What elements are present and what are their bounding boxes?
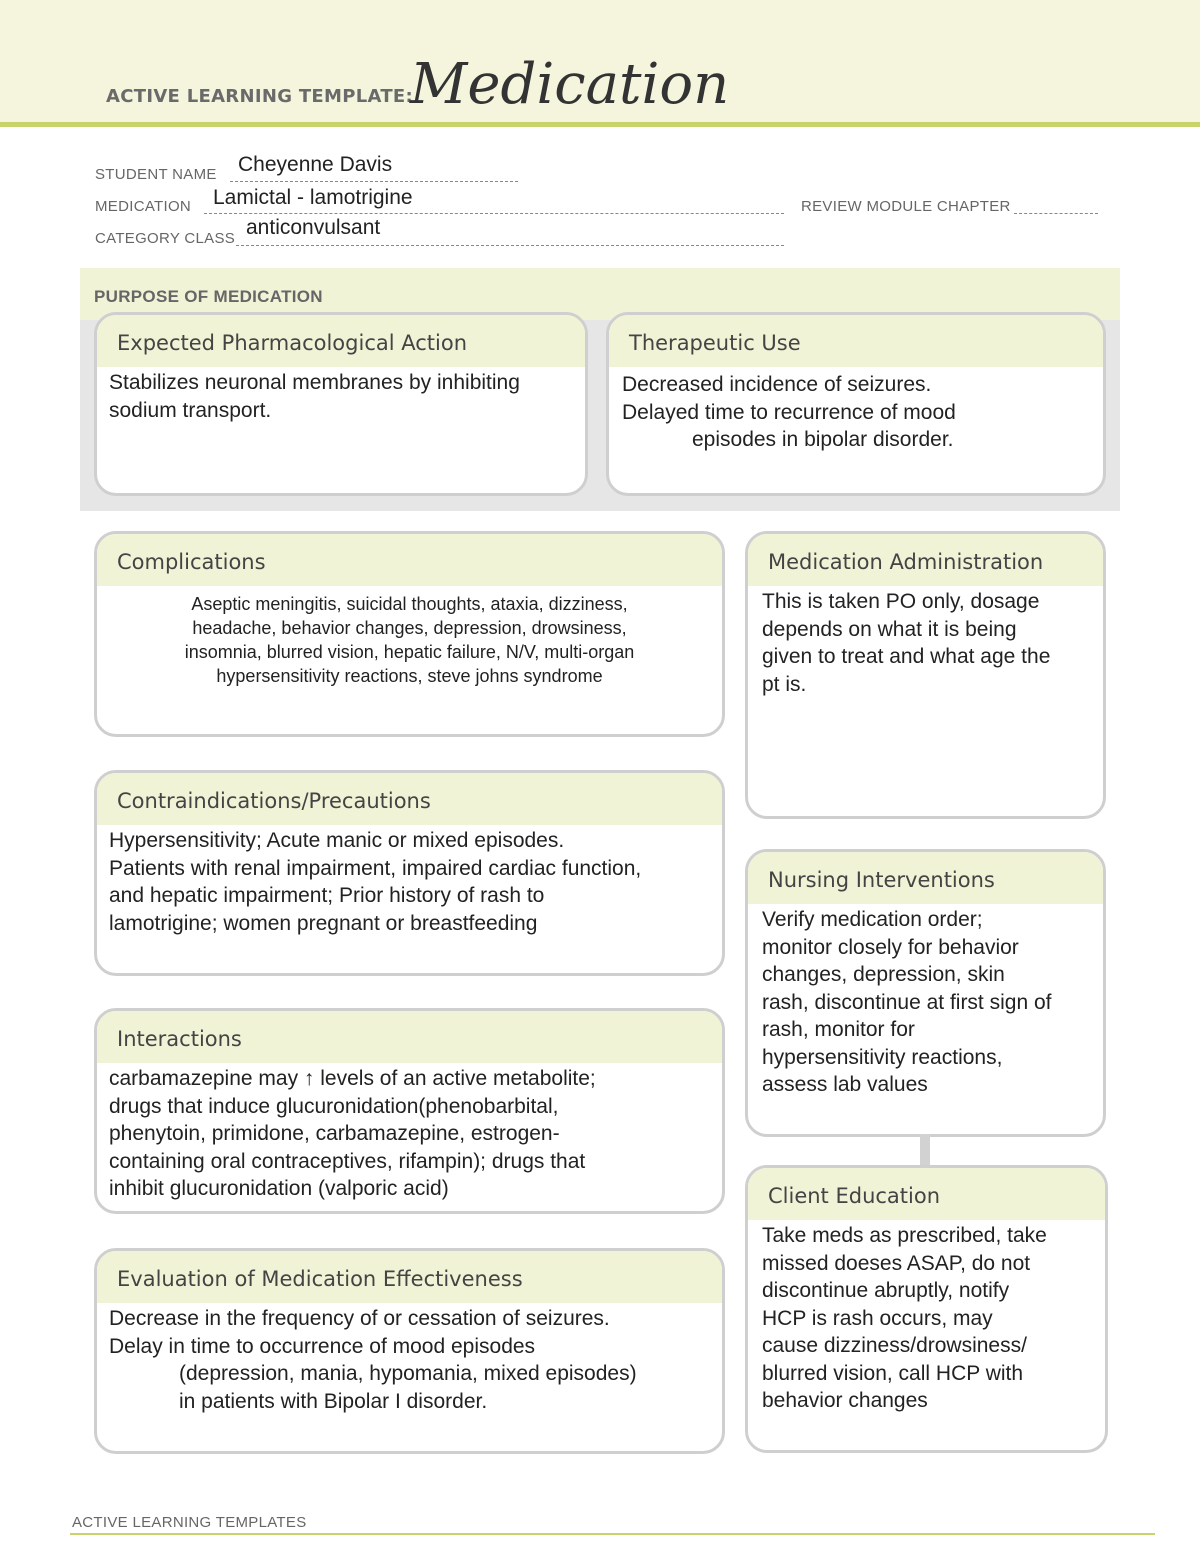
text-line: changes, depression, skin: [762, 963, 1005, 986]
nursing-interventions-text[interactable]: [748, 904, 1103, 1099]
template-label: ACTIVE LEARNING TEMPLATE:: [106, 86, 413, 107]
medication-administration-box: [745, 531, 1106, 819]
category-class-label: CATEGORY CLASS: [95, 230, 236, 247]
evaluation-heading: Evaluation of Medication Effectiveness: [97, 1251, 722, 1303]
text-line: sodium transport.: [109, 398, 272, 422]
expected-action-box: [94, 312, 588, 496]
text-line: This is taken PO only, dosage: [762, 590, 1040, 613]
evaluation-box: [94, 1248, 725, 1454]
text-line: hypersensitivity reactions, steve johns syndrome: [216, 666, 603, 686]
footer-rule: [70, 1533, 1155, 1535]
text-line: depends on what it is being: [762, 617, 1017, 641]
text-line: Stabilizes neuronal membranes by inhibiting: [109, 371, 520, 394]
text-line: assess lab values: [762, 1073, 928, 1096]
text-line: containing oral contraceptives, rifampin); drugs that: [109, 1149, 586, 1173]
contraindications-box: [94, 770, 725, 976]
client-education-heading: Client Education: [748, 1168, 1105, 1220]
text-line: Aseptic meningitis, suicidal thoughts, ataxia, dizziness,: [191, 594, 628, 614]
client-education-text[interactable]: [748, 1220, 1105, 1415]
text-line: pt is.: [762, 672, 807, 696]
text-line: inhibit glucuronidation (valporic acid): [109, 1177, 449, 1200]
text-line: carbamazepine may ↑ levels of an active metabolite;: [109, 1067, 596, 1090]
text-line: (depression, mania, hypomania, mixed episodes): [179, 1362, 637, 1385]
text-line: headache, behavior changes, depression, drowsiness,: [192, 618, 627, 638]
contraindications-text[interactable]: [97, 825, 722, 937]
template-title: Medication: [410, 52, 730, 117]
text-line: hypersensitivity reactions,: [762, 1045, 1003, 1069]
medication-label: MEDICATION: [95, 198, 192, 215]
review-module-label: REVIEW MODULE CHAPTER: [801, 198, 1011, 215]
therapeutic-use-heading: Therapeutic Use: [609, 315, 1103, 367]
medication-administration-heading: Medication Administration: [748, 534, 1103, 586]
evaluation-text[interactable]: [97, 1303, 722, 1415]
medication-line: [204, 212, 784, 214]
complications-text[interactable]: [97, 586, 722, 688]
expected-action-text[interactable]: [97, 367, 585, 424]
interactions-text[interactable]: [97, 1063, 722, 1203]
complications-box: [94, 531, 725, 737]
category-class-field[interactable]: anticonvulsant: [246, 216, 381, 239]
header-rule: [0, 122, 1200, 127]
text-line: Delayed time to recurrence of mood: [622, 400, 956, 424]
interactions-box: [94, 1008, 725, 1214]
category-class-line: [236, 244, 784, 246]
text-line: episodes in bipolar disorder.: [692, 428, 954, 451]
text-line: rash, discontinue at first sign of: [762, 990, 1052, 1014]
text-line: and hepatic impairment; Prior history of rash to: [109, 884, 545, 907]
review-module-field[interactable]: [1014, 212, 1098, 214]
text-line: behavior changes: [762, 1389, 928, 1412]
therapeutic-use-box: [606, 312, 1106, 496]
text-line: in patients with Bipolar I disorder.: [179, 1389, 488, 1413]
text-line: drugs that induce glucuronidation(phenobarbital,: [109, 1094, 559, 1118]
medication-field[interactable]: Lamictal - lamotrigine: [213, 186, 413, 209]
student-name-field[interactable]: Cheyenne Davis: [238, 153, 393, 176]
contraindications-heading: Contraindications/Precautions: [97, 773, 722, 825]
text-line: lamotrigine; women pregnant or breastfeeding: [109, 911, 538, 935]
student-name-label: STUDENT NAME: [95, 166, 217, 183]
nursing-interventions-heading: Nursing Interventions: [748, 852, 1103, 904]
student-name-line: [230, 180, 518, 182]
text-line: blurred vision, call HCP with: [762, 1361, 1024, 1385]
text-line: given to treat and what age the: [762, 645, 1051, 668]
expected-action-heading: Expected Pharmacological Action: [97, 315, 585, 367]
box-connector: [920, 1134, 930, 1168]
text-line: Verify medication order;: [762, 908, 983, 931]
text-line: discontinue abruptly, notify: [762, 1279, 1010, 1302]
therapeutic-use-text[interactable]: [609, 367, 1103, 454]
text-line: insomnia, blurred vision, hepatic failure, N/V, multi-organ: [184, 642, 635, 662]
complications-heading: Complications: [97, 534, 722, 586]
medication-administration-text[interactable]: [748, 586, 1103, 698]
text-line: Decreased incidence of seizures.: [622, 373, 932, 396]
text-line: missed doeses ASAP, do not: [762, 1251, 1031, 1275]
footer-label: ACTIVE LEARNING TEMPLATES: [72, 1514, 307, 1531]
text-line: Take meds as prescribed, take: [762, 1224, 1047, 1247]
purpose-title: PURPOSE OF MEDICATION: [94, 287, 323, 306]
text-line: rash, monitor for: [762, 1018, 915, 1041]
interactions-heading: Interactions: [97, 1011, 722, 1063]
text-line: Hypersensitivity; Acute manic or mixed episodes.: [109, 829, 565, 852]
text-line: Patients with renal impairment, impaired cardiac function,: [109, 856, 642, 880]
client-education-box: [745, 1165, 1108, 1453]
text-line: monitor closely for behavior: [762, 935, 1019, 959]
text-line: Decrease in the frequency of or cessation of seizures.: [109, 1307, 610, 1330]
text-line: HCP is rash occurs, may: [762, 1306, 993, 1330]
text-line: Delay in time to occurrence of mood episodes: [109, 1334, 536, 1358]
text-line: phenytoin, primidone, carbamazepine, estrogen-: [109, 1122, 560, 1145]
text-line: cause dizziness/drowsiness/: [762, 1334, 1027, 1357]
nursing-interventions-box: [745, 849, 1106, 1137]
